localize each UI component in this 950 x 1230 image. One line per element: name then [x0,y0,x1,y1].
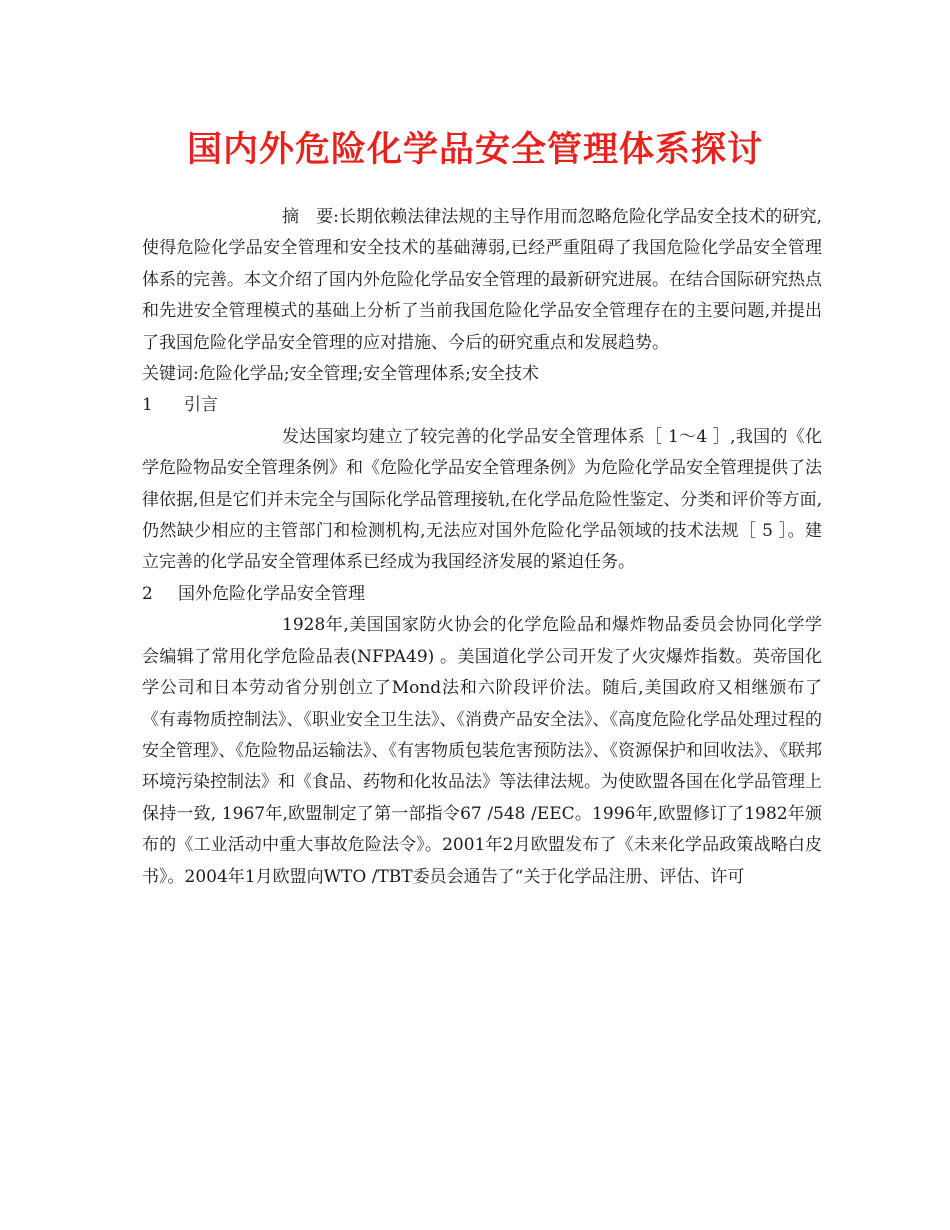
section-2-paragraph: 1928年,美国国家防火协会的化学危险品和爆炸物品委员会协同化学学会编辑了常用化学危险品表(NFPA49) 。美国道化学公司开发了火灾爆炸指数。英帝国化学公司和日本劳动省分别创立了Mond法和六阶段评价法。随后,美国政府又相继颁布了《有毒物质控制法》、《职业安全卫生法》、《消费产品安全法》、《高度危险化学品处理过程的安全管理》、《危险物品运输法》、《有害物质包装危害预防法》、《资源保护和回收法》、《联邦环境污染控制法》和《食品、药物和化妆品法》等法律法规。为使欧盟各国在化学品管理上保持一致, 1967年,欧盟制定了第一部指令67 /548 /EEC。1996年,欧盟修订了1982年颁布的《工业活动中重大事故危险法令》。2001年2月欧盟发布了《未来化学品政策战略白皮书》。2004年1月欧盟向WTO /TBT委员会通告了“关于化学品注册、评估、许可 [142,615,822,887]
section-2-number: 2 [142,583,153,604]
abstract-paragraph: 摘 要:长期依赖法律法规的主导作用而忽略危险化学品安全技术的研究,使得危险化学品安全管理和安全技术的基础薄弱,已经严重阻碍了我国危险化学品安全管理体系的完善。本文介绍了国内外危险化学品安全管理的最新研究进展。在结合国际研究热点和先进安全管理模式的基础上分析了当前我国危险化学品安全管理存在的主要问题,并提出了我国危险化学品安全管理的应对措施、今后的研究重点和发展趋势。 [142,207,822,353]
document-body [142,202,822,893]
section-1-number: 1 [142,395,153,416]
section-2-title: 国外危险化学品安全管理 [178,583,365,604]
keywords-line: 关键词:危险化学品;安全管理;安全管理体系;安全技术 [142,364,539,385]
document-title: 国内外危险化学品安全管理体系探讨 [186,130,763,170]
section-1-paragraph: 发达国家均建立了较完善的化学品安全管理体系［ 1～4 ］,我国的《化学危险物品安全管理条例》和《危险化学品安全管理条例》为危险化学品安全管理提供了法律依据,但是它们并未完全与国际化学品管理接轨,在化学品危险性鉴定、分类和评价等方面,仍然缺少相应的主管部门和检测机构,无法应对国外危险化学品领域的技术法规［ 5 ］。建立完善的化学品安全管理体系已经成为我国经济发展的紧迫任务。 [142,426,822,573]
section-1-heading [142,390,822,421]
section-2-heading [142,579,822,610]
section-1-title: 引言 [184,395,218,416]
